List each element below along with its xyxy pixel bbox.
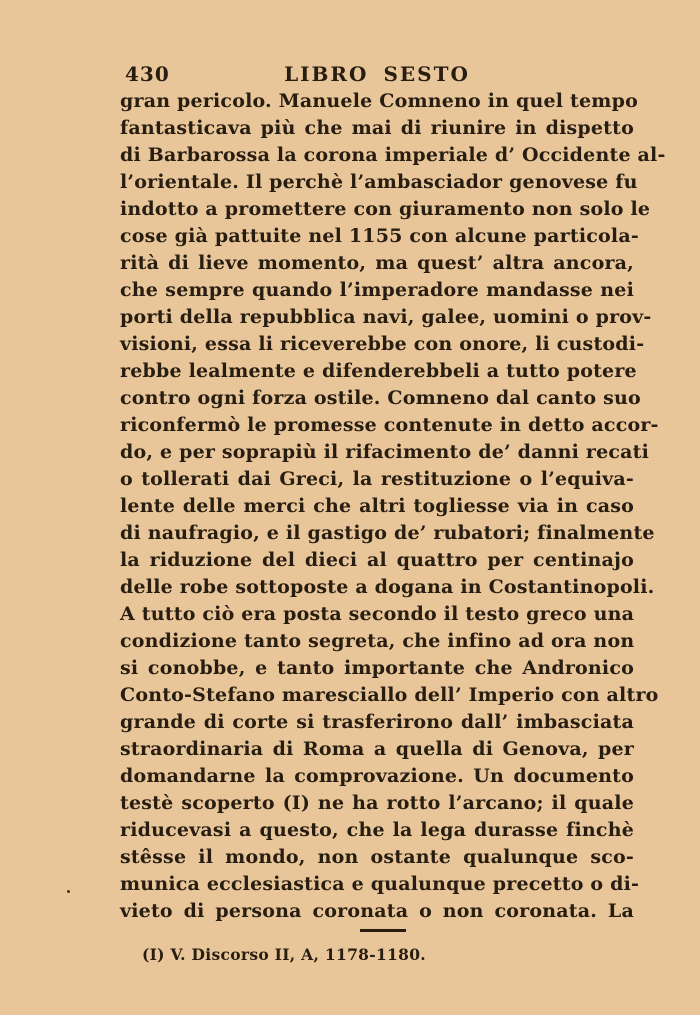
text-line: domandarne la comprovazione. Un documento [120, 765, 634, 787]
text-line: A tutto ciò era posta secondo il testo greco una [120, 603, 635, 625]
text-line: rebbe lealmente e difenderebbeli a tutto potere [120, 360, 637, 382]
footnote-separator [360, 929, 406, 932]
text-line: riconfermò le promesse contenute in detto accor- [120, 414, 659, 436]
text-line: do, e per soprapiù il rifacimento de’ danni recati [120, 441, 650, 463]
text-line: vieto di persona coronata o non coronata. La [120, 900, 634, 922]
text-line: fantasticava più che mai di riunire in dispetto [120, 117, 634, 139]
text-line: l’orientale. Il perchè l’ambasciador genovese fu [120, 171, 638, 193]
text-line: di Barbarossa la corona imperiale d’ Occidente al- [120, 144, 666, 166]
text-line: gran pericolo. Manuele Comneno in quel tempo [120, 90, 638, 112]
text-line: cose già pattuite nel 1155 con alcune particola- [120, 225, 639, 247]
text-line: Conto-Stefano maresciallo dell’ Imperio con altro [120, 684, 659, 706]
body-text [120, 88, 666, 925]
text-line: testè scoperto (I) ne ha rotto l’arcano; il quale [120, 792, 634, 814]
text-line: stêsse il mondo, non ostante qualunque sco- [120, 846, 634, 868]
text-line: grande di corte si trasferirono dall’ imbasciata [120, 711, 634, 733]
text-line: indotto a promettere con giuramento non solo le [120, 198, 651, 220]
page-content [120, 62, 666, 964]
text-line: straordinaria di Roma a quella di Genova, per [120, 738, 634, 760]
text-line: lente delle merci che altri togliesse via in caso [120, 495, 634, 517]
text-line: condizione tanto segreta, che infino ad ora non [120, 630, 635, 652]
text-line: riducevasi a questo, che la lega durasse finchè [120, 819, 634, 841]
text-line: munica ecclesiastica e qualunque precetto o di- [120, 873, 640, 895]
text-line: delle robe sottoposte a dogana in Costantinopoli. [120, 576, 655, 598]
footnote: (I) V. Discorso II, A, 1178-1180. [142, 945, 427, 964]
text-line: porti della repubblica navi, galee, uomini o prov- [120, 306, 652, 328]
text-line: si conobbe, e tanto importante che Andronico [120, 657, 634, 679]
ink-speck [67, 890, 70, 893]
text-line: che sempre quando l’imperadore mandasse nei [120, 279, 634, 301]
text-line: visioni, essa li riceverebbe con onore, li custodi- [120, 333, 645, 355]
text-line: la riduzione del dieci al quattro per centinajo [120, 549, 634, 571]
text-line: o tollerati dai Greci, la restituzione o l’equiva- [120, 468, 634, 490]
page-number: 430 [125, 62, 170, 86]
text-line: rità di lieve momento, ma quest’ altra ancora, [120, 252, 634, 274]
page-header [120, 62, 634, 86]
text-line: di naufragio, e il gastigo de’ rubatori; finalmente [120, 522, 655, 544]
running-title: LIBRO SESTO [284, 62, 470, 86]
text-line: contro ogni forza ostile. Comneno dal canto suo [120, 387, 641, 409]
